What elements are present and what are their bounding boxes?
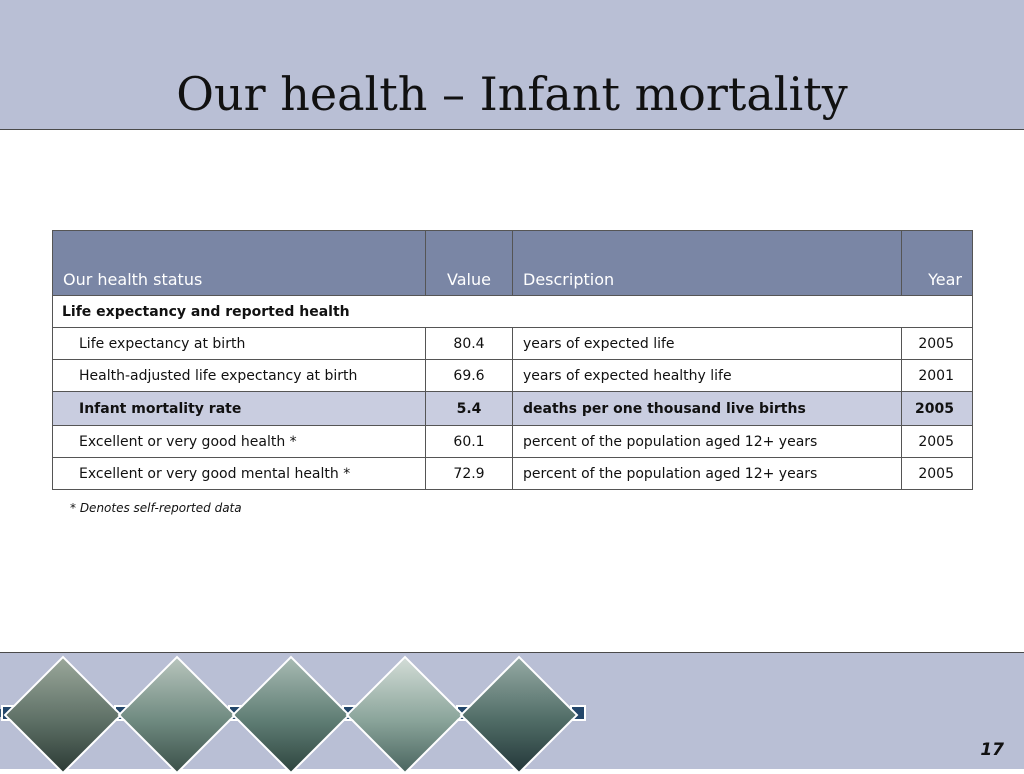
row-name: Health-adjusted life expectancy at birth	[53, 360, 426, 392]
row-year: 2005	[902, 392, 973, 426]
row-year: 2005	[902, 328, 973, 360]
page-number: 17	[980, 740, 1004, 760]
row-description: years of expected life	[513, 328, 902, 360]
row-description: percent of the population aged 12+ years	[513, 426, 902, 458]
table-row	[53, 458, 973, 490]
row-value: 69.6	[426, 360, 513, 392]
row-name: Excellent or very good mental health *	[53, 458, 426, 490]
row-value: 5.4	[426, 392, 513, 426]
row-name: Infant mortality rate	[53, 392, 426, 426]
row-name: Life expectancy at birth	[53, 328, 426, 360]
row-year: 2005	[902, 426, 973, 458]
slide-title: Our health – Infant mortality	[176, 67, 848, 121]
health-status-table	[52, 230, 973, 490]
header-value: Value	[426, 231, 513, 296]
row-year: 2005	[902, 458, 973, 490]
row-description: deaths per one thousand live births	[513, 392, 902, 426]
table-row	[53, 328, 973, 360]
row-year: 2001	[902, 360, 973, 392]
row-description: percent of the population aged 12+ years	[513, 458, 902, 490]
row-value: 80.4	[426, 328, 513, 360]
table-row	[53, 360, 973, 392]
section-row	[53, 296, 973, 328]
section-title: Life expectancy and reported health	[53, 296, 973, 328]
table-row	[53, 426, 973, 458]
row-value: 72.9	[426, 458, 513, 490]
table-header-row	[53, 231, 973, 296]
row-value: 60.1	[426, 426, 513, 458]
row-name: Excellent or very good health *	[53, 426, 426, 458]
header-year: Year	[902, 231, 973, 296]
header-status: Our health status	[53, 231, 426, 296]
table-row-highlighted	[53, 392, 973, 426]
row-description: years of expected healthy life	[513, 360, 902, 392]
header-description: Description	[513, 231, 902, 296]
footnote: * Denotes self-reported data	[70, 501, 242, 515]
